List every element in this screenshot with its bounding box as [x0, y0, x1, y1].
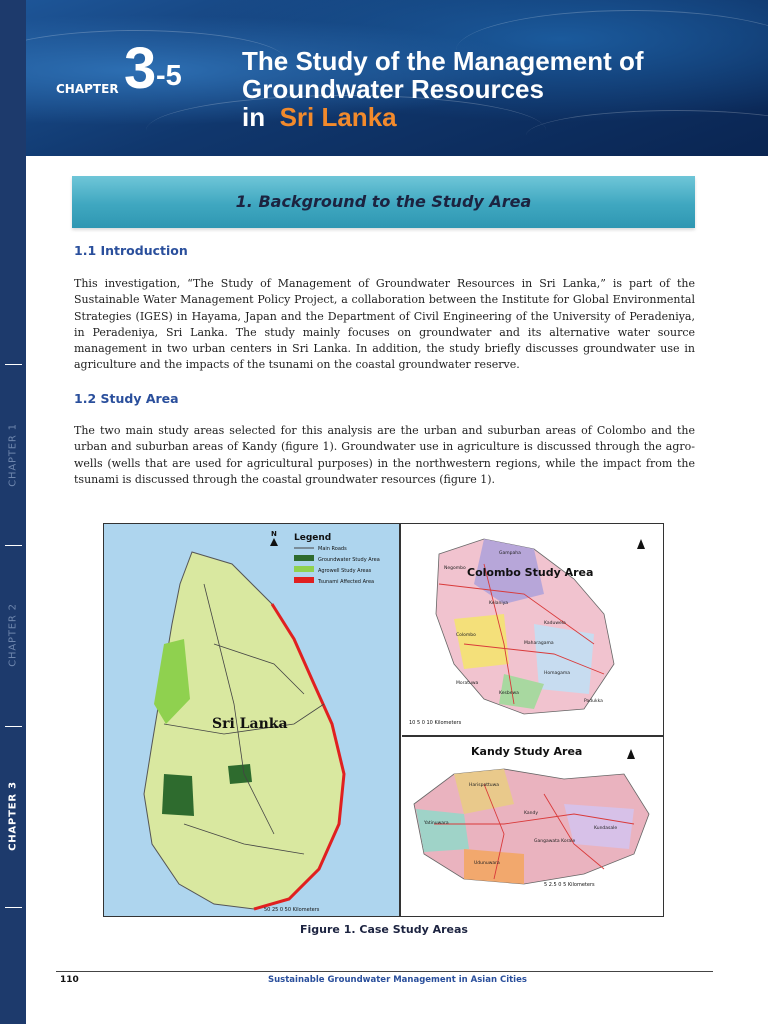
figure-caption: Figure 1. Case Study Areas	[300, 923, 468, 936]
title-line-1: The Study of the Management of	[242, 46, 644, 76]
kandy-place: Udunuwara	[474, 861, 500, 866]
kandy-place: Kundasale	[594, 826, 618, 831]
kandy-place: Kandy	[524, 811, 539, 816]
title-highlight: Sri Lanka	[279, 102, 397, 132]
kandy-place: Yatinuwara	[424, 821, 449, 826]
page-title	[242, 47, 644, 131]
footer-book-title: Sustainable Groundwater Management in Asian Cities	[268, 975, 527, 985]
north-label: N	[271, 530, 277, 538]
sidebar-divider	[5, 545, 22, 546]
colombo-place: Negombo	[444, 566, 466, 571]
case-study-figure	[103, 523, 664, 917]
kandy-region-west	[416, 809, 469, 852]
sidebar-item-chapter-2[interactable]: CHAPTER 2	[7, 603, 19, 667]
colombo-place: Homagama	[544, 671, 571, 676]
chapter-sidebar	[0, 0, 26, 1024]
title-line-2: Groundwater Resources	[242, 74, 544, 104]
colombo-groundwater-area	[162, 774, 194, 816]
title-prefix: in	[242, 102, 266, 132]
title-line-3	[242, 103, 644, 131]
sidebar-divider	[5, 726, 22, 727]
colombo-place: Gampaha	[499, 551, 521, 556]
colombo-scale-bar: 10 5 0 10 Kilometers	[409, 720, 462, 726]
legend-item-roads: Main Roads	[318, 546, 347, 552]
chapter-subnumber: -5	[156, 60, 182, 92]
section-banner	[72, 176, 695, 228]
sidebar-divider	[5, 364, 22, 365]
colombo-place: Maharagama	[524, 641, 554, 646]
legend-title: Legend	[294, 533, 332, 543]
page-number: 110	[60, 975, 79, 985]
colombo-title: Colombo Study Area	[467, 566, 594, 579]
colombo-place: Kesbewa	[499, 691, 519, 696]
legend-swatch-tsunami	[294, 577, 314, 583]
colombo-place: Kelaniya	[489, 601, 509, 606]
footer-rule	[56, 971, 713, 972]
section-heading: 1. Background to the Study Area	[235, 192, 532, 211]
colombo-place: Padukka	[584, 699, 603, 704]
sidebar-divider	[5, 907, 22, 908]
chapter-number: 3	[124, 36, 157, 101]
intro-heading: 1.1 Introduction	[74, 243, 188, 258]
study-area-heading: 1.2 Study Area	[74, 391, 179, 406]
colombo-place: Moratuwa	[456, 681, 479, 686]
legend-item-tsunami: Tsunami Affected Area	[318, 579, 375, 585]
figure-maps	[104, 524, 663, 916]
kandy-title: Kandy Study Area	[471, 745, 583, 758]
legend-item-groundwater: Groundwater Study Area	[318, 557, 380, 563]
colombo-region-east	[534, 624, 594, 694]
kandy-place: Gangawata Korale	[534, 839, 576, 844]
kandy-scale-bar: 5 2.5 0 5 Kilometers	[544, 882, 595, 888]
legend-swatch-agrowell	[294, 566, 314, 572]
study-area-paragraph: The two main study areas selected for this analysis are the urban and suburban areas of Colombo and the urban and suburban areas of Kandy (figure 1). Groundwater use in agriculture is discussed through the agro-wells (wells that are used for agricultural purposes) in the northwestern regions, while the impact from the tsunami is discussed through the coastal groundwater resources (figure 1).	[74, 424, 695, 486]
sidebar-item-chapter-3[interactable]: CHAPTER 3	[7, 781, 19, 851]
chapter-word: CHAPTER	[56, 82, 119, 96]
main-scale-bar: 50 25 0 50 Kilometers	[264, 907, 320, 913]
colombo-place: Kaduwela	[544, 621, 566, 626]
kandy-groundwater-area	[228, 764, 252, 784]
legend-item-agrowell: Agrowell Study Areas	[318, 568, 372, 574]
sidebar-item-chapter-1[interactable]: CHAPTER 1	[7, 423, 19, 487]
chapter-header	[26, 0, 768, 156]
sri-lanka-label: Sri Lanka	[212, 716, 288, 732]
kandy-place: Harispattuwa	[469, 783, 500, 788]
colombo-place: Colombo	[456, 633, 476, 638]
intro-paragraph: This investigation, “The Study of Management of Groundwater Resources in Sri Lanka,” is part of the Sustainable Water Management Policy Project, a collaboration between the Institute for Global Environmental Strategies (IGES) in Hayama, Japan and the Department of Civil Engineering of the University of Peradeniya, in Peradeniya, Sri Lanka. The study mainly focuses on groundwater and its alternative water source management in two urban centers in Sri Lanka. In addition, the study briefly discusses groundwater use in agriculture and the impacts of the tsunami on the coastal groundwater reserve.	[74, 277, 695, 372]
legend-swatch-groundwater	[294, 555, 314, 561]
